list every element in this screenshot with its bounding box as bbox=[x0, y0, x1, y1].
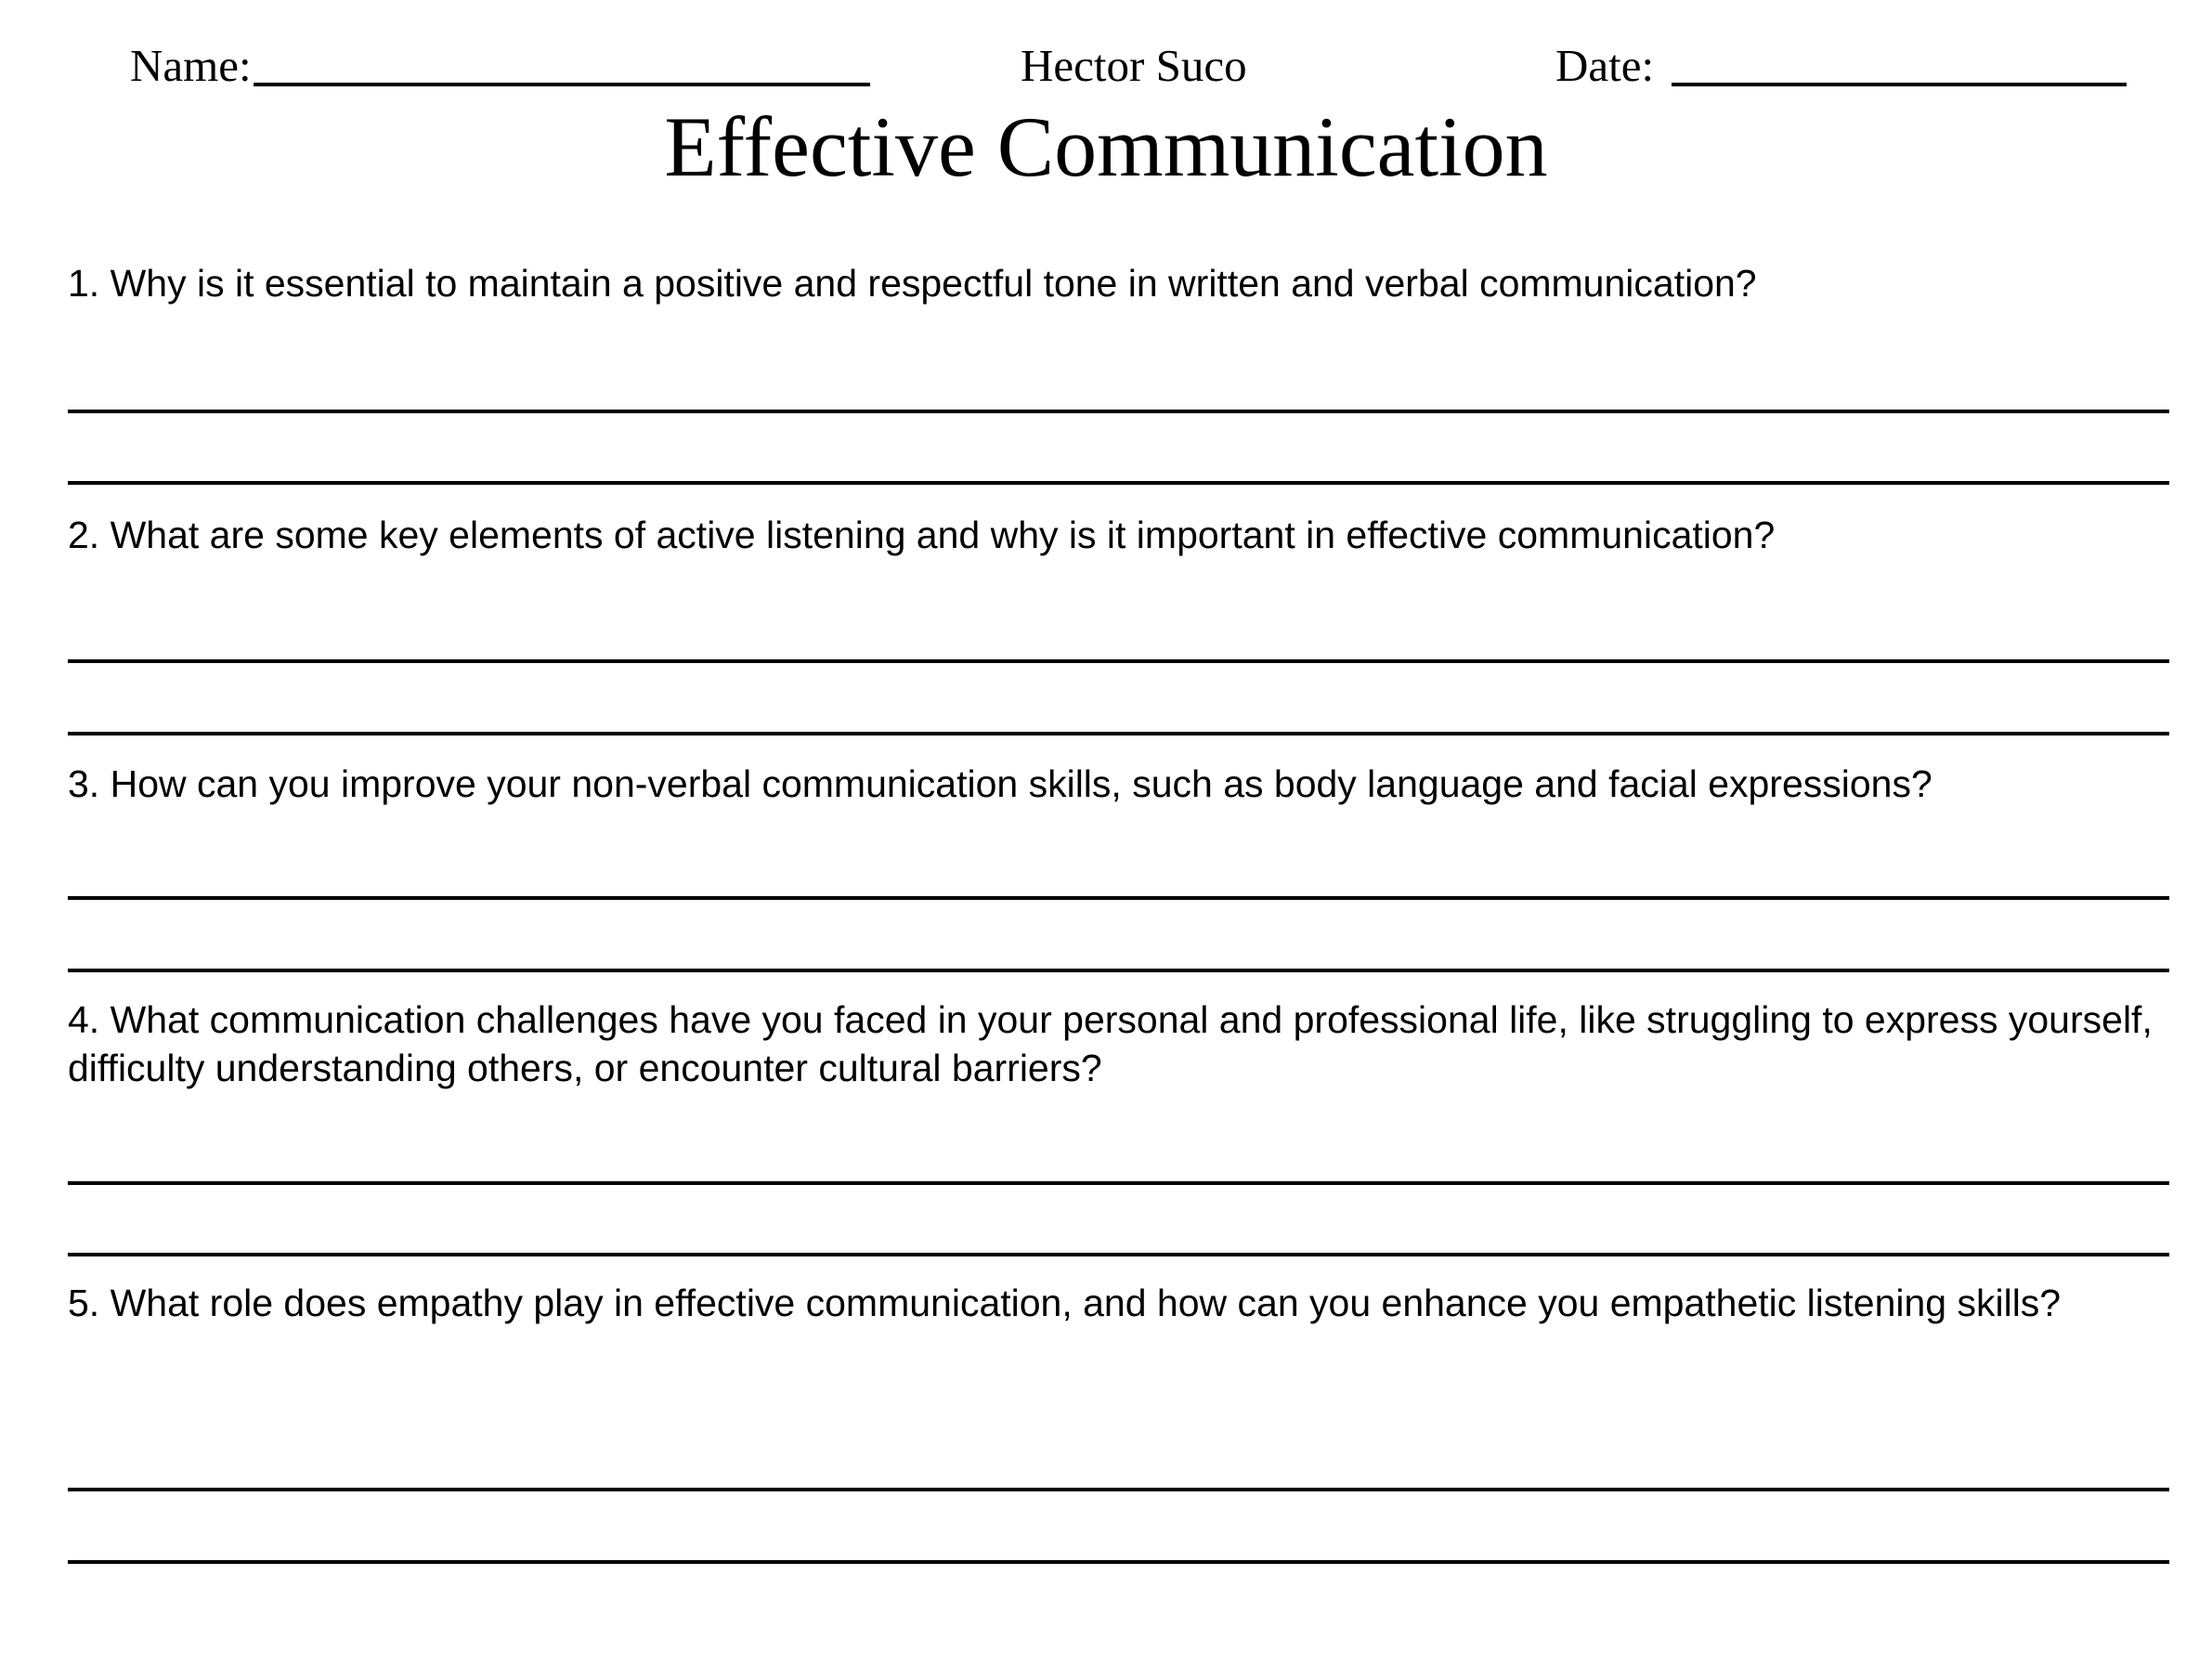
question-2: 2. What are some key elements of active listening and why is it important in effective communication? bbox=[68, 514, 1776, 556]
question-5: 5. What role does empathy play in effective communication, and how can you enhance you empathetic listening skills? bbox=[68, 1282, 2062, 1324]
answer-line-1b[interactable] bbox=[68, 481, 2169, 485]
answer-line-1a[interactable] bbox=[68, 410, 2169, 413]
answer-line-3a[interactable] bbox=[68, 896, 2169, 900]
question-3: 3. How can you improve your non-verbal communication skills, such as body language and facial expressions? bbox=[68, 762, 1932, 805]
date-blank-line[interactable] bbox=[1672, 83, 2127, 86]
question-1: 1. Why is it essential to maintain a positive and respectful tone in written and verbal communication? bbox=[68, 262, 1757, 305]
answer-line-5b[interactable] bbox=[68, 1560, 2169, 1564]
answer-line-4a[interactable] bbox=[68, 1181, 2169, 1185]
answer-line-5a[interactable] bbox=[68, 1488, 2169, 1491]
answer-line-4b[interactable] bbox=[68, 1253, 2169, 1256]
answer-line-3b[interactable] bbox=[68, 969, 2169, 972]
worksheet-title: Effective Communication bbox=[664, 99, 1548, 194]
name-label: Name: bbox=[130, 40, 252, 91]
author-name: Hector Suco bbox=[1021, 40, 1247, 91]
date-label: Date: bbox=[1555, 40, 1655, 91]
name-blank-line[interactable] bbox=[254, 83, 870, 86]
answer-line-2a[interactable] bbox=[68, 659, 2169, 663]
answer-line-2b[interactable] bbox=[68, 732, 2169, 735]
question-4: 4. What communication challenges have you faced in your personal and professional life, like struggling to express yourself, difficulty understanding others, or encounter cultural barriers? bbox=[68, 998, 2153, 1089]
